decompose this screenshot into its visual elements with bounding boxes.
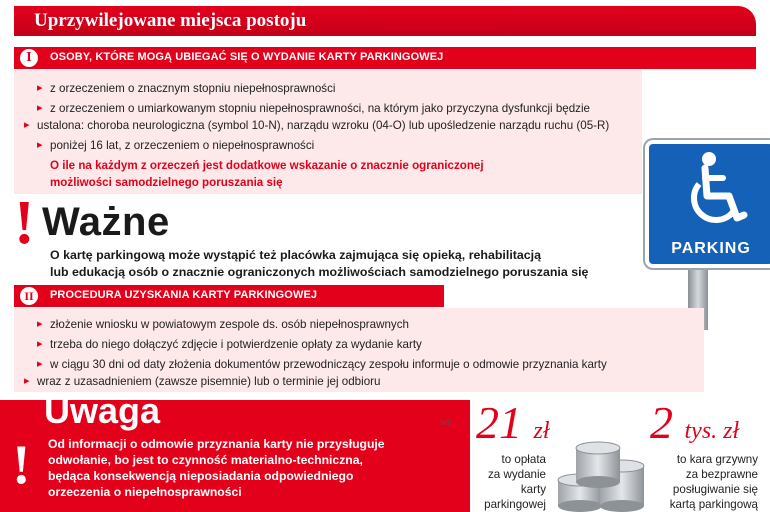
stat-fine-desc-line: to kara grzywny [676,453,758,466]
section-2-item: ▸ w ciągu 30 dni od daty złożenia dokumentów przewodniczący zespołu informuje o odmowie przyznania karty [50,356,607,373]
warning-line: orzeczenia o niepełnosprawności [48,485,242,499]
stat-fine-desc-line: posługiwanie się [672,483,758,496]
section-1-item-continuation: ▸ ustalona: choroba neurologiczna (symbol 10-N), narządu wzroku (04-O) lub upośledzenie narządu ruchu (05-R) [37,117,737,134]
stat-fine-value [650,397,740,454]
section-1-number: I [18,47,40,69]
stat-fine-number: 2 [650,397,673,448]
section-1-note-line: możliwości samodzielnego poruszania się [50,176,283,189]
title-bar [14,6,756,36]
important-line: lub edukacją osób o znacznie ograniczonych możliwościach samodzielnego poruszania się [50,265,589,279]
section-2-heading: PROCEDURA UZYSKANIA KARTY PARKINGOWEJ [50,289,318,301]
stat-fine-description [640,452,758,512]
warning-exclamation-icon: ! [12,434,31,496]
stat-fee-desc-line: to opłata [501,453,546,466]
copyright-initials: NS [441,420,451,427]
stat-fee-desc-line: za wydanie [487,468,546,481]
section-1-note-line: O ile na każdym z orzeczeń jest dodatkowe wskazanie o znacznie ograniczonej [50,159,484,172]
stat-fee-description [460,452,546,512]
important-line: O kartę parkingową może wystąpić też placówka zajmująca się opieką, rehabilitacją [50,248,542,262]
copyright-mark [420,414,451,428]
section-2-item: ▸ trzeba do niego dołączyć zdjęcie i potwierdzenie opłaty za wydanie karty [50,336,422,353]
warning-line: będąca konsekwencją nieposiadania odpowiedniego [48,469,354,483]
stat-fee-value [476,397,550,454]
section-2-item-continuation: ▸ wraz z uzasadnieniem (zawsze pisemnie) lub o terminie jej odbioru [37,373,380,390]
page-title: Uprzywilejowane miejsca postoju [34,10,307,31]
stat-fee-number: 21 [476,397,522,448]
warning-heading: Uwaga [44,390,161,431]
warning-line: odwołanie, bo jest to czynność materialno-techniczna, [48,453,363,467]
warning-line: Od informacji o odmowie przyznania karty nie przysługuje [48,437,385,451]
stat-fine-desc-line: kartą parkingową [669,498,758,511]
section-1-heading: OSOBY, KTÓRE MOGĄ UBIEGAĆ SIĘ O WYDANIE KARTY PARKINGOWEJ [50,51,444,63]
important-text [50,247,670,281]
important-heading: Ważne [42,200,170,244]
stat-fee-desc-line: parkingowej [484,498,546,511]
section-1-note [50,157,484,191]
wheelchair-icon [649,144,770,240]
stat-fee-desc-line: karty [520,483,546,496]
section-1-item: ▸ z orzeczeniem o umiarkowanym stopniu niepełnosprawności, na którym jako przyczyna dysfunkcji będzie [50,100,590,117]
copyright-symbols: ©℗ [420,414,438,428]
section-1-item: ▸ poniżej 16 lat, z orzeczeniem o niepełnosprawności [50,137,314,154]
section-1-item: ▸ z orzeczeniem o znacznym stopniu niepełnosprawności [50,80,335,97]
section-2-number: II [18,285,40,307]
parking-sign-label: PARKING [671,240,751,257]
stat-fee-unit: zł [533,418,550,444]
stat-fine-desc-line: za bezprawne [685,468,758,481]
coins-icon [554,440,650,512]
warning-text [48,436,468,500]
stat-fine-unit: tys. zł [684,418,740,444]
section-2-item: ▸ złożenie wniosku w powiatowym zespole ds. osób niepełnosprawnych [50,316,409,333]
important-exclamation-icon: ! [14,189,35,257]
